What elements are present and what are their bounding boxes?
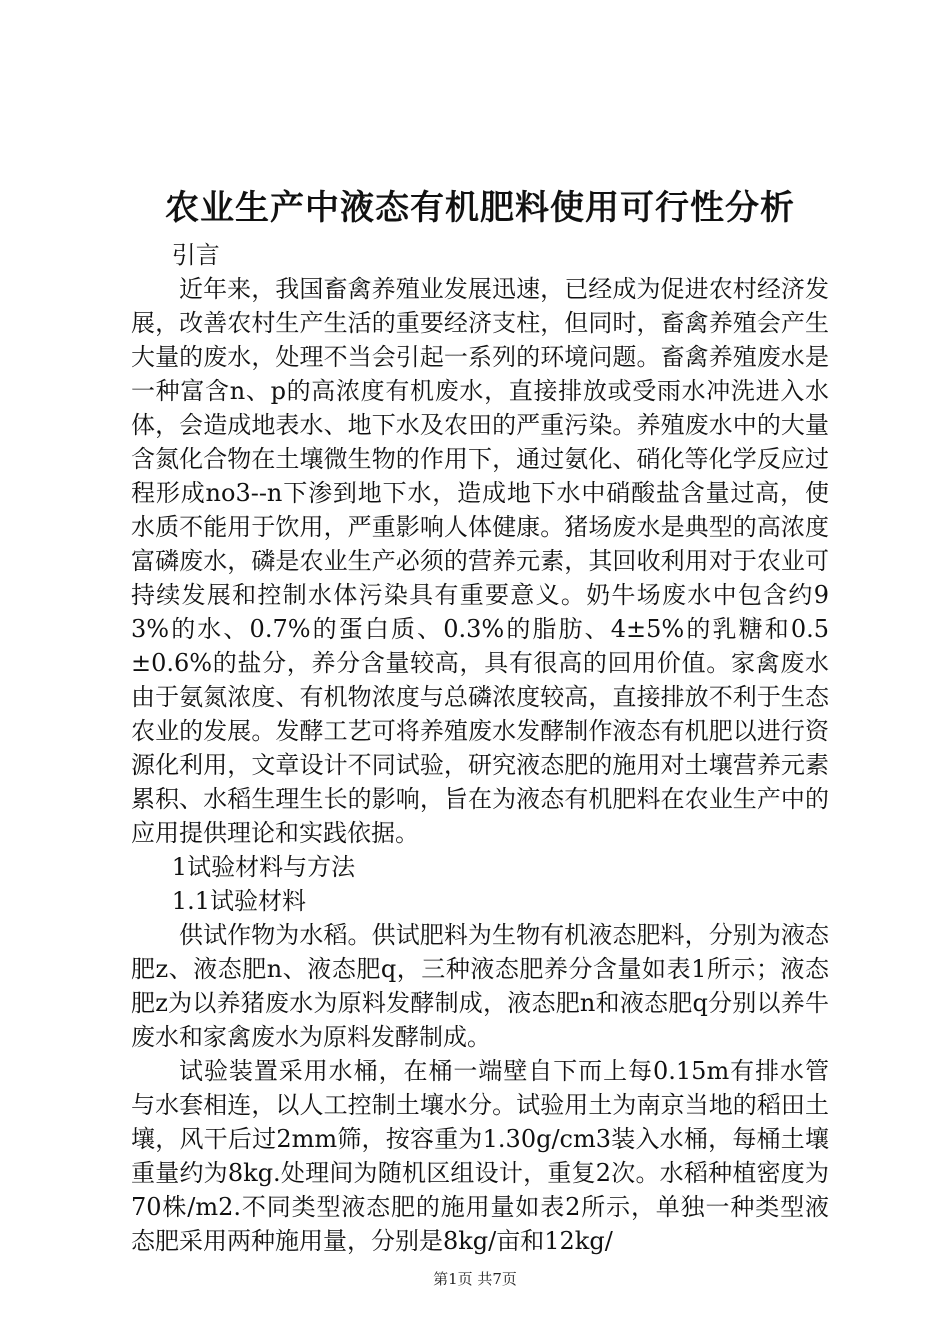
body-paragraph: 近年来，我国畜禽养殖业发展迅速，已经成为促进农村经济发展，改善农村生产生活的重要经济支柱，但同时，畜禽养殖会产生大量的废水，处理不当会引起一系列的环境问题。畜禽养殖废水是一种富含n、p的高浓度有机废水，直接排放或受雨水冲洗进入水体，会造成地表水、地下水及农田的严重污染。养殖废水中的大量含氮化合物在土壤微生物的作用下，通过氨化、硝化等化学反应过程形成no3--n下渗到地下水，造成地下水中硝酸盐含量过高，使水质不能用于饮用，严重影响人体健康。猪场废水是典型的高浓度富磷废水，磷是农业生产必须的营养元素，其回收利用对于农业可持续发展和控制水体污染具有重要意义。奶牛场废水中包含约93%的水、0.7%的蛋白质、0.3%的脂肪、4±5%的乳糖和0.5±0.6%的盐分，养分含量较高，具有很高的回用价值。家禽废水由于氨氮浓度、有机物浓度与总磷浓度较高，直接排放不利于生态农业的发展。发酵工艺可将养殖废水发酵制作液态有机肥以进行资源化利用，文章设计不同试验，研究液态肥的施用对土壤营养元素累积、水稻生理生长的影响，旨在为液态有机肥料在农业生产中的应用提供理论和实践依据。 bbox=[131, 275, 829, 847]
body-paragraph: 供试作物为水稻。供试肥料为生物有机液态肥料，分别为液态肥z、液态肥n、液态肥q，三种液态肥养分含量如表1所示；液态肥z为以养猪废水为原料发酵制成，液态肥n和液态肥q分别以养牛废水和家禽废水为原料发酵制成。 bbox=[131, 921, 829, 1051]
page-footer: 第1页 共7页 bbox=[433, 1270, 517, 1288]
document-body bbox=[131, 238, 829, 1258]
section-heading-introduction: 引言 bbox=[171, 241, 220, 269]
document-title: 农业生产中液态有机肥料使用可行性分析 bbox=[165, 188, 795, 228]
body-paragraph: 试验装置采用水桶，在桶一端壁自下而上每0.15m有排水管与水套相连，以人工控制土壤水分。试验用土为南京当地的稻田土壤，风干后过2mm筛，按容重为1.30g/cm3装入水桶，每桶土壤重量约为8kg.处理间为随机区组设计，重复2次。水稻种植密度为70株/m2.不同类型液态肥的施用量如表2所示，单独一种类型液态肥采用两种施用量，分别是8kg/亩和12kg/ bbox=[131, 1057, 829, 1255]
subsection-heading-materials: 1.1试验材料 bbox=[171, 887, 306, 915]
section-heading-materials-methods: 1试验材料与方法 bbox=[171, 853, 356, 881]
